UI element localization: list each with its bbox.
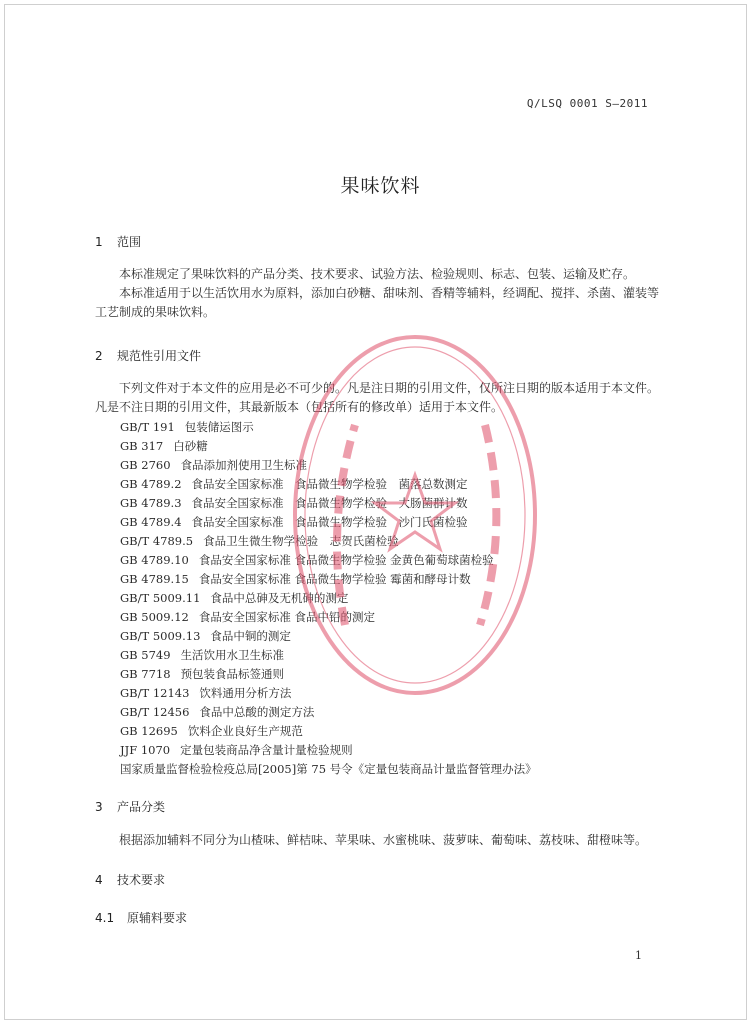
- ref-code: GB 4789.4: [120, 515, 182, 529]
- section-number: 1: [95, 235, 103, 249]
- ref-code: GB 7718: [120, 667, 171, 681]
- scope-paragraph-2: 本标准适用于以生活饮用水为原料，添加白砂糖、甜味剂、香精等辅料，经调配、搅拌、杀菌、灌装等工艺制成的果味饮料。: [95, 286, 660, 319]
- ref-name: 定量包装商品净含量计量检验规则: [180, 743, 353, 757]
- scope-paragraph-1: 本标准规定了果味饮料的产品分类、技术要求、试验方法、检验规则、标志、包装、运输及贮存。: [119, 267, 636, 281]
- ref-name: 食品安全国家标准 食品中铅的测定: [198, 610, 376, 624]
- ref-name: 食品安全国家标准 食品微生物学检验 沙门氏菌检验: [191, 515, 468, 529]
- ref-name: 食品中总酸的测定方法: [199, 705, 315, 719]
- section-title: 原辅料要求: [127, 911, 188, 925]
- ref-name: 饮料通用分析方法: [199, 686, 292, 700]
- ref-code: GB 4789.10: [120, 553, 189, 567]
- ref-name: 包装储运图示: [184, 420, 254, 434]
- document-title: 果味饮料: [340, 175, 421, 197]
- ref-code: GB 4789.2: [120, 477, 182, 491]
- ref-code: GB/T 5009.11: [120, 591, 201, 605]
- ref-code: GB 2760: [120, 458, 171, 472]
- ref-code: GB 5009.12: [120, 610, 189, 624]
- list-item: [120, 722, 537, 741]
- ref-name: 食品安全国家标准 食品微生物学检验 大肠菌群计数: [191, 496, 468, 510]
- ref-name: 白砂糖: [173, 439, 208, 453]
- ref-name: 预包装食品标签通则: [180, 667, 285, 681]
- section-number: 3: [95, 800, 103, 814]
- ref-code: GB 5749: [120, 648, 171, 662]
- section-4-heading: [95, 871, 165, 888]
- ref-code: GB 4789.15: [120, 572, 189, 586]
- section-title: 范围: [117, 235, 142, 249]
- ref-code: GB 317: [120, 439, 164, 453]
- ref-code: JJF 1070: [120, 743, 171, 757]
- ref-name: 食品中铜的测定: [210, 629, 291, 643]
- document-code: Q/LSQ 0001 S—2011: [526, 97, 648, 110]
- section-3-heading: [95, 798, 165, 815]
- section-4-1-heading: [95, 909, 187, 926]
- ref-name: 生活饮用水卫生标准: [180, 648, 285, 662]
- list-item: [120, 741, 537, 760]
- section-title: 产品分类: [117, 800, 166, 814]
- ref-name: 食品安全国家标准 食品微生物学检验 金黄色葡萄球菌检验: [198, 553, 494, 567]
- list-item: [120, 703, 537, 722]
- ref-code: GB/T 4789.5: [120, 534, 194, 548]
- section-title: 规范性引用文件: [117, 349, 202, 363]
- ref-code: GB/T 12143: [120, 686, 190, 700]
- ref-code: GB 4789.3: [120, 496, 182, 510]
- section-2-heading: [95, 347, 201, 364]
- ref-name: 饮料企业良好生产规范: [187, 724, 303, 738]
- ref-name: 食品安全国家标准 食品微生物学检验 霉菌和酵母计数: [198, 572, 471, 586]
- section-number: 4: [95, 873, 103, 887]
- list-item: [120, 760, 537, 779]
- ref-name: 食品安全国家标准 食品微生物学检验 菌落总数测定: [191, 477, 468, 491]
- section-number: 4.1: [95, 911, 115, 925]
- classification-paragraph: 根据添加辅料不同分为山楂味、鲜桔味、苹果味、水蜜桃味、菠萝味、葡萄味、荔枝味、甜橙味等。: [119, 833, 648, 847]
- official-stamp: [285, 325, 545, 705]
- section-1-heading: [95, 233, 141, 250]
- ref-code: GB/T 5009.13: [120, 629, 201, 643]
- references-intro: 下列文件对于本文件的应用是必不可少的。凡是注日期的引用文件，仅所注日期的版本适用于本文件。凡是不注日期的引用文件，其最新版本（包括所有的修改单）适用于本文件。: [95, 381, 660, 414]
- ref-code: GB/T 12456: [120, 705, 190, 719]
- ref-name: 食品中总砷及无机砷的测定: [210, 591, 349, 605]
- section-title: 技术要求: [117, 873, 166, 887]
- ref-name: 食品添加剂使用卫生标准: [180, 458, 308, 472]
- section-number: 2: [95, 349, 103, 363]
- ref-code: GB 12695: [120, 724, 178, 738]
- ref-name: 国家质量监督检验检疫总局[2005]第 75 号令《定量包装商品计量监督管理办法》: [120, 762, 537, 776]
- ref-code: GB/T 191: [120, 420, 175, 434]
- page-number: 1: [635, 949, 642, 962]
- ref-name: 食品卫生微生物学检验 志贺氏菌检验: [203, 534, 399, 548]
- page-frame: [4, 4, 747, 1020]
